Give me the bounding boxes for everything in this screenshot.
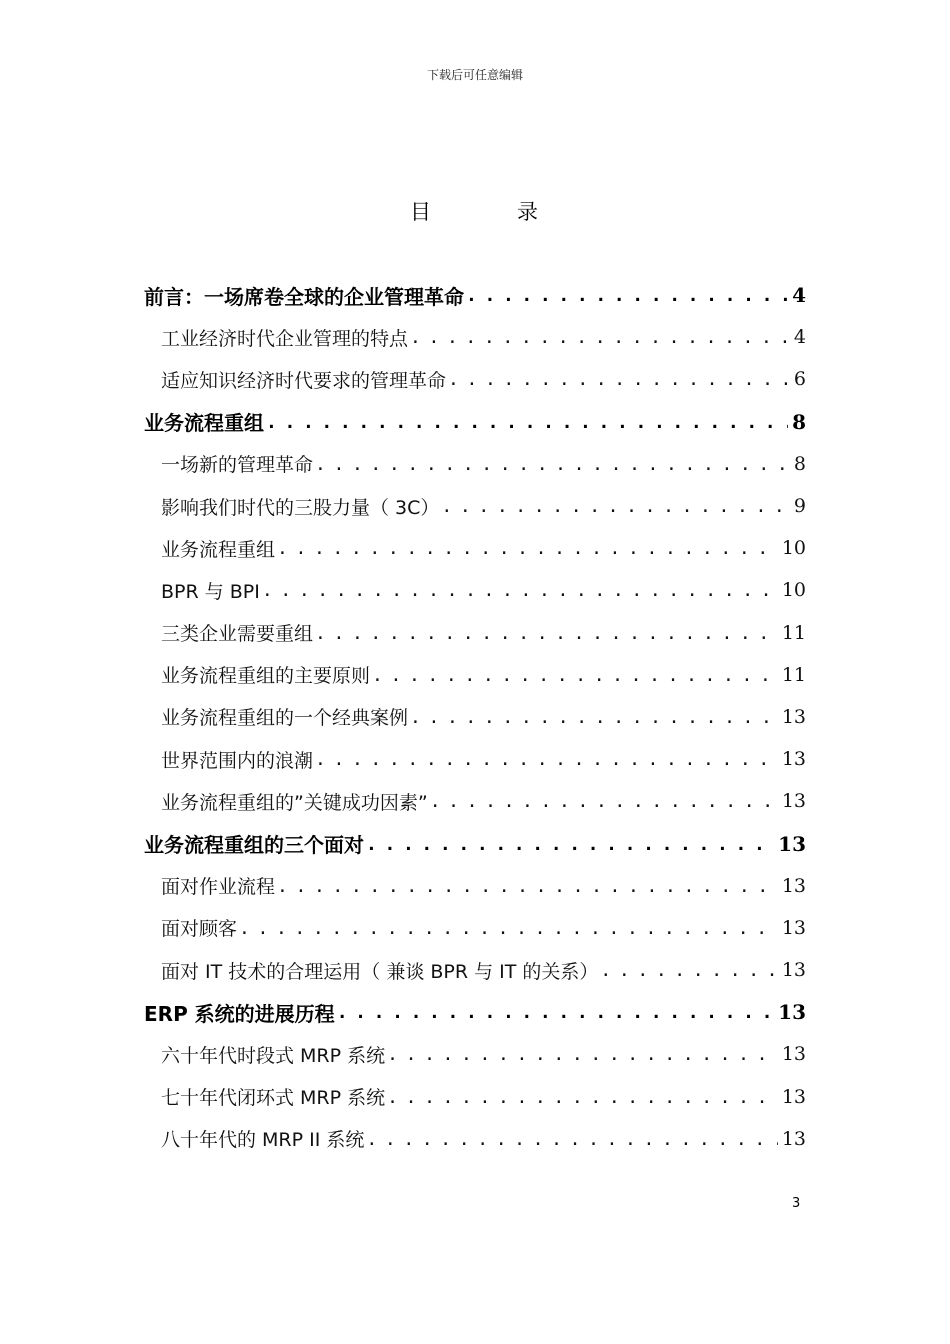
toc-dot-leader — [262, 582, 778, 600]
toc-dot-leader — [372, 667, 778, 685]
toc-entry[interactable] — [144, 696, 806, 738]
toc-entry-page: 8 — [792, 409, 806, 434]
toc-entry-label: 适应知识经济时代要求的管理革命 — [161, 369, 447, 392]
toc-entry-label: 一场新的管理革命 — [161, 454, 314, 477]
toc-entry[interactable] — [144, 612, 806, 654]
toc-entry-page: 13 — [778, 831, 806, 856]
table-of-contents — [144, 274, 806, 1160]
toc-entry[interactable] — [144, 401, 806, 443]
toc-entry[interactable] — [144, 1033, 806, 1075]
toc-entry-page: 13 — [781, 1085, 806, 1108]
toc-entry-page: 13 — [781, 916, 806, 939]
toc-entry-label: 面对顾客 — [161, 918, 238, 941]
toc-entry-label: 三类企业需要重组 — [161, 623, 314, 646]
toc-entry-page: 11 — [781, 663, 806, 686]
toc-entry-page: 13 — [781, 874, 806, 897]
toc-entry-label: 七十年代闭环式 MRP 系统 — [161, 1087, 386, 1110]
toc-entry[interactable] — [144, 865, 806, 907]
toc-entry[interactable] — [144, 991, 806, 1033]
toc-dot-leader — [387, 1046, 778, 1064]
toc-entry-label: 六十年代时段式 MRP 系统 — [161, 1044, 386, 1067]
toc-entry-page: 10 — [781, 579, 806, 602]
toc-entry-page: 13 — [781, 705, 806, 728]
toc-dot-leader — [441, 498, 790, 516]
toc-dot-leader — [466, 287, 788, 305]
toc-dot-leader — [387, 1089, 778, 1107]
toc-entry-label: 面对 IT 技术的合理运用（ 兼谈 BPR 与 IT 的关系） — [161, 960, 599, 983]
toc-title-left: 目 — [410, 200, 433, 224]
toc-entry[interactable] — [144, 654, 806, 696]
toc-dot-leader — [239, 920, 778, 938]
toc-entry[interactable] — [144, 822, 806, 864]
toc-dot-leader — [315, 456, 790, 474]
toc-entry[interactable] — [144, 780, 806, 822]
toc-entry-label: 业务流程重组 — [144, 411, 264, 436]
toc-entry[interactable] — [144, 358, 806, 400]
toc-dot-leader — [266, 414, 788, 432]
page-number: 3 — [792, 1196, 801, 1211]
toc-entry-page: 6 — [793, 368, 806, 391]
toc-entry-page: 13 — [781, 959, 806, 982]
toc-title — [0, 196, 950, 226]
toc-entry-label: BPR 与 BPI — [161, 580, 260, 603]
toc-dot-leader — [315, 751, 778, 769]
toc-entry[interactable] — [144, 738, 806, 780]
toc-entry-page: 13 — [781, 748, 806, 771]
toc-title-right: 录 — [517, 200, 540, 224]
toc-entry-label: 业务流程重组的主要原则 — [161, 665, 371, 688]
toc-entry-page: 10 — [781, 537, 806, 560]
toc-entry-label: ERP 系统的进展历程 — [144, 1001, 335, 1026]
toc-entry[interactable] — [144, 316, 806, 358]
toc-entry[interactable] — [144, 569, 806, 611]
toc-entry[interactable] — [144, 1118, 806, 1160]
toc-entry-label: 面对作业流程 — [161, 876, 276, 899]
toc-entry-label: 前言：一场席卷全球的企业管理革命 — [144, 284, 464, 309]
toc-entry-page: 9 — [793, 495, 806, 518]
toc-entry-label: 业务流程重组的”关键成功因素” — [161, 791, 428, 814]
toc-dot-leader — [410, 329, 790, 347]
toc-dot-leader — [448, 371, 790, 389]
toc-dot-leader — [410, 709, 778, 727]
toc-entry[interactable] — [144, 274, 806, 316]
toc-entry-page: 4 — [792, 283, 806, 308]
toc-entry-page: 13 — [778, 1000, 806, 1025]
toc-dot-leader — [430, 793, 778, 811]
toc-entry-label: 八十年代的 MRP II 系统 — [161, 1129, 365, 1152]
toc-entry-label: 世界范围内的浪潮 — [161, 749, 314, 772]
toc-dot-leader — [366, 836, 774, 854]
toc-entry[interactable] — [144, 907, 806, 949]
toc-entry-label: 影响我们时代的三股力量（ 3C） — [161, 496, 440, 519]
toc-dot-leader — [600, 962, 777, 980]
toc-entry[interactable] — [144, 485, 806, 527]
toc-dot-leader — [277, 878, 778, 896]
toc-entry-page: 13 — [781, 1043, 806, 1066]
toc-entry-label: 业务流程重组的三个面对 — [144, 833, 364, 858]
toc-entry-page: 4 — [793, 326, 806, 349]
toc-entry[interactable] — [144, 443, 806, 485]
toc-entry[interactable] — [144, 1076, 806, 1118]
toc-entry[interactable] — [144, 949, 806, 991]
toc-dot-leader — [337, 1004, 774, 1022]
toc-entry-label: 工业经济时代企业管理的特点 — [161, 327, 409, 350]
toc-dot-leader — [366, 1131, 777, 1149]
toc-entry-page: 8 — [793, 452, 806, 475]
toc-entry-label: 业务流程重组 — [161, 538, 276, 561]
toc-entry-page: 11 — [781, 621, 806, 644]
toc-entry[interactable] — [144, 527, 806, 569]
toc-entry-label: 业务流程重组的一个经典案例 — [161, 707, 409, 730]
toc-dot-leader — [277, 540, 778, 558]
toc-entry-page: 13 — [781, 1127, 806, 1150]
toc-dot-leader — [315, 625, 778, 643]
header-note: 下载后可任意编辑 — [426, 68, 523, 82]
toc-entry-page: 13 — [781, 790, 806, 813]
